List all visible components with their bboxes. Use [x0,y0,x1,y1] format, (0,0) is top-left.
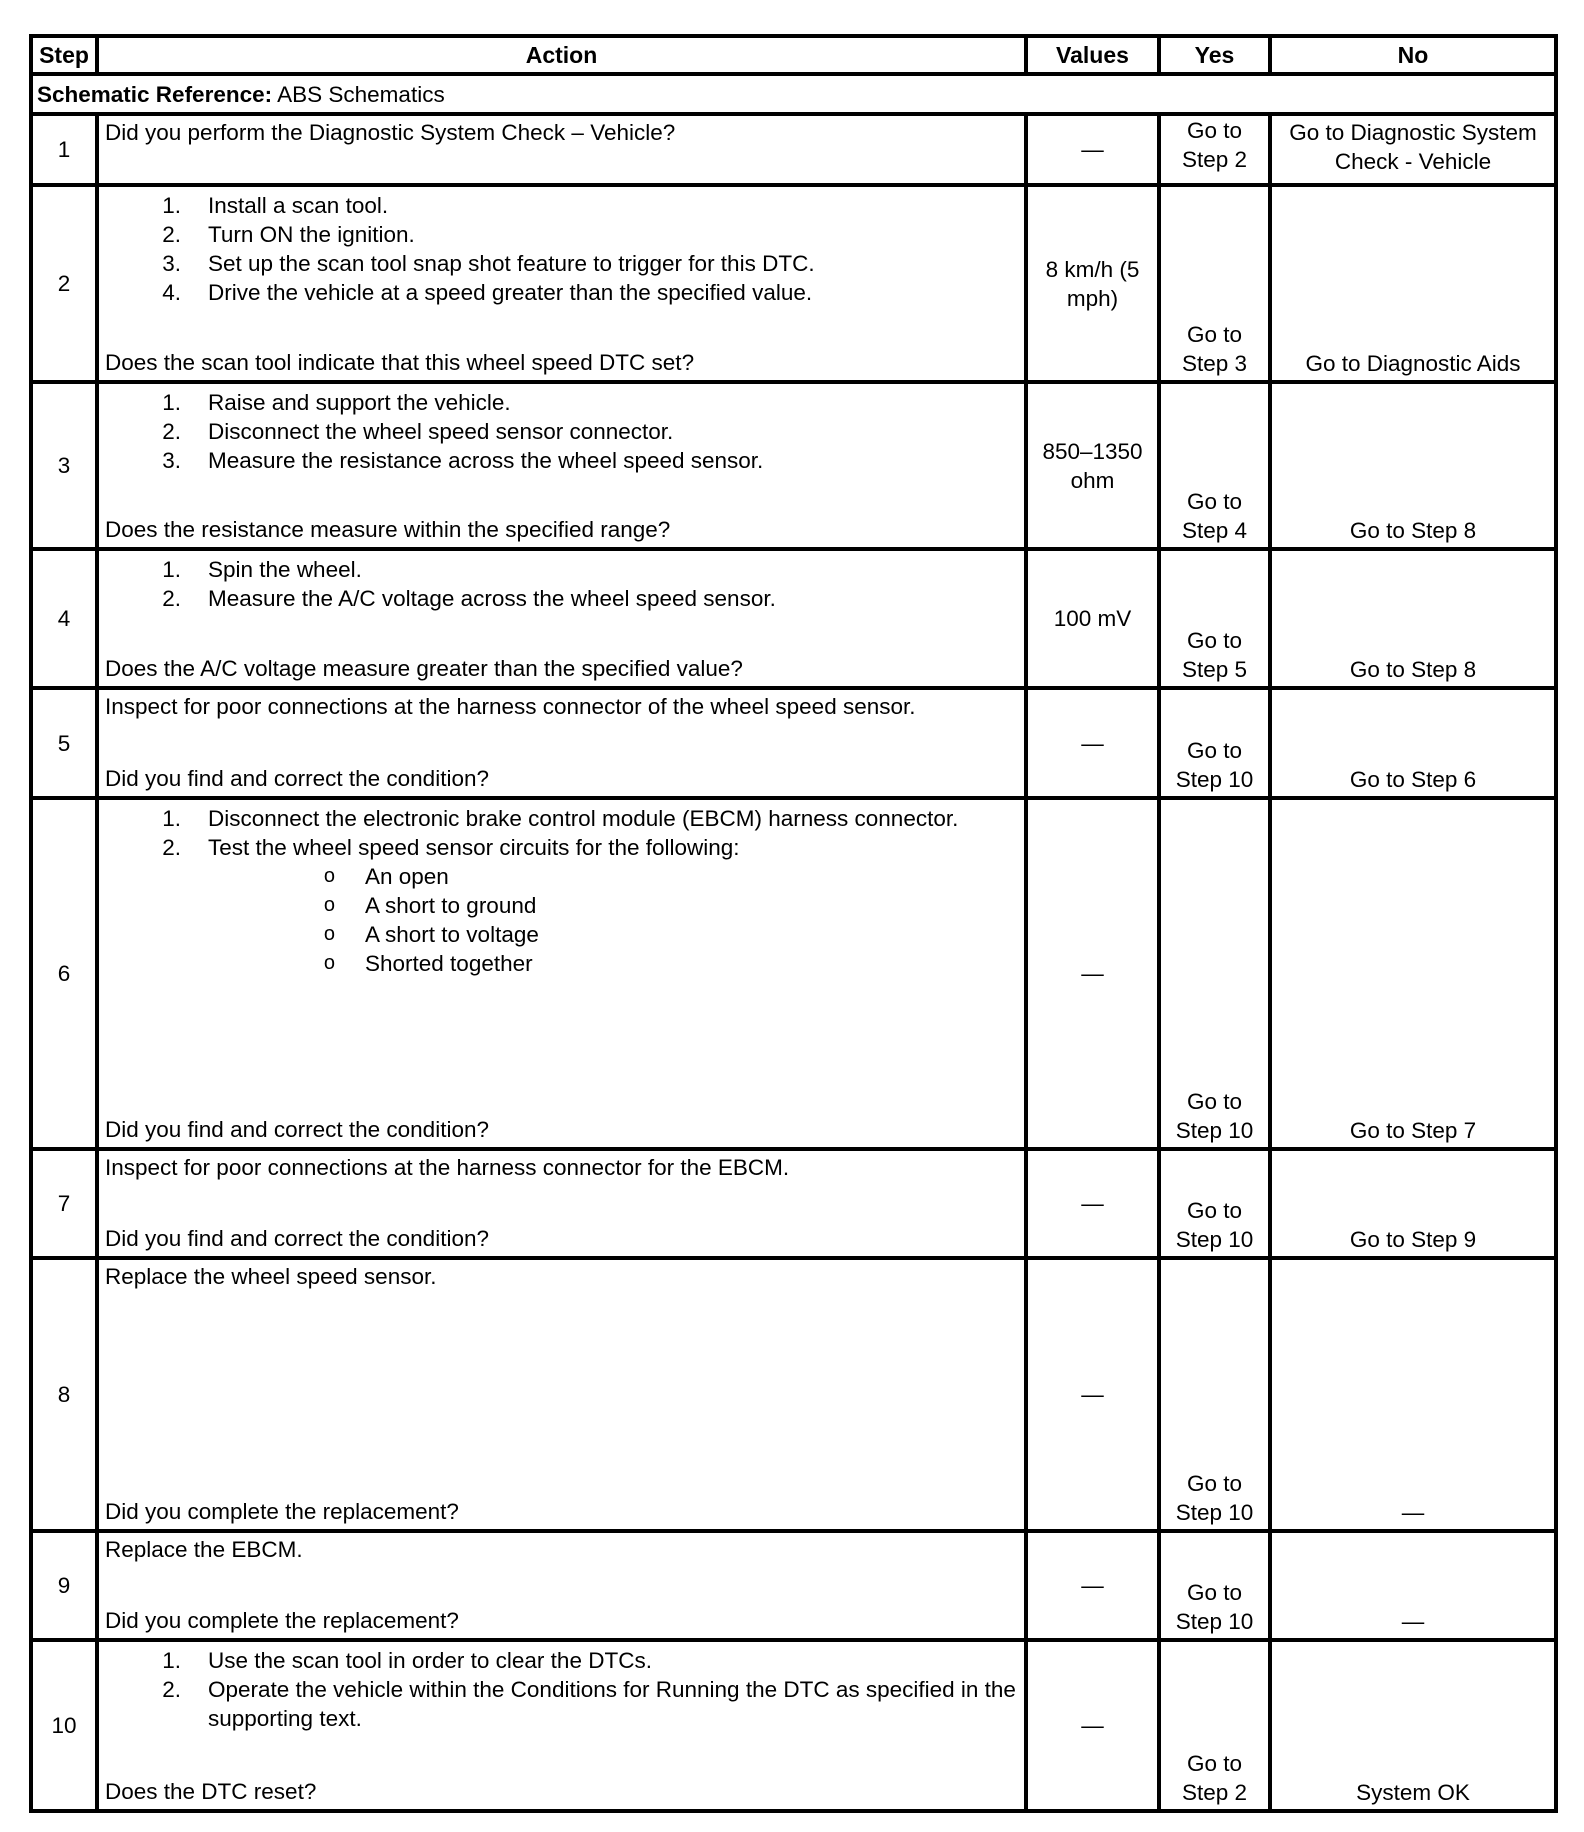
step-row [31,1531,1556,1640]
values-cell: 100 mV [1026,549,1159,688]
values-cell: — [1026,798,1159,1149]
step-row [31,114,1556,185]
sub-list-item [105,862,1020,891]
action-content [105,800,1020,1144]
sub-list-item [105,891,1020,920]
yes-link[interactable]: Go to Step 5 [1159,549,1270,688]
sub-list-text: An open [365,864,449,889]
step-number: 5 [31,688,97,798]
action-step [105,1646,1020,1675]
action-cell [97,114,1026,185]
action-step-number: 1. [162,806,181,831]
diagnostic-table [29,34,1558,1813]
action-content [105,1642,1020,1806]
step-number: 2 [31,185,97,382]
values-cell: 8 km/h (5 mph) [1026,185,1159,382]
action-content [105,1533,1020,1635]
action-step-number: 2. [162,835,181,860]
action-content [105,690,1020,793]
yes-link[interactable]: Go to Step 10 [1159,798,1270,1149]
step-number: 7 [31,1149,97,1258]
sub-list-text: Shorted together [365,951,533,976]
diagnostic-table-sheet [29,34,1554,1813]
step-row [31,688,1556,798]
action-steps-holder [105,1642,1020,1733]
yes-link[interactable]: Go to Step 10 [1159,1531,1270,1640]
schematic-reference-label: Schematic Reference: [37,81,273,107]
step-number: 10 [31,1640,97,1811]
action-step [105,191,1020,220]
action-step [105,446,1020,475]
circle-bullet-icon: o [323,923,335,945]
action-text: Inspect for poor connections at the harness connector for the EBCM. [105,1155,790,1180]
action-step-text: Measure the A/C voltage across the wheel speed sensor. [208,586,776,611]
action-cell [97,185,1026,382]
header-values: Values [1026,36,1159,74]
action-step-text: Install a scan tool. [208,193,389,218]
step-row [31,1258,1556,1531]
action-step-number: 1. [162,193,181,218]
values-cell: — [1026,114,1159,185]
no-link[interactable]: Go to Step 6 [1270,688,1556,798]
yes-link[interactable]: Go to Step 10 [1159,1149,1270,1258]
action-content [105,384,1020,544]
action-step [105,417,1020,446]
action-question: Does the scan tool indicate that this wheel speed DTC set? [105,350,695,375]
step-number: 4 [31,549,97,688]
values-cell: — [1026,688,1159,798]
action-step-text: Operate the vehicle within the Conditions for Running the DTC as specified in the supporting text. [208,1677,1016,1731]
header-no: No [1270,36,1556,74]
action-step-number: 2. [162,586,181,611]
sub-list-item [105,920,1020,949]
action-step [105,584,1020,613]
action-step [105,388,1020,417]
action-step-text: Disconnect the electronic brake control module (EBCM) harness connector. [208,806,959,831]
action-step-number: 2. [162,1677,181,1702]
step-row [31,798,1556,1149]
action-cell [97,1531,1026,1640]
no-link[interactable]: Go to Step 7 [1270,798,1556,1149]
step-number: 6 [31,798,97,1149]
action-step-text: Raise and support the vehicle. [208,390,511,415]
action-cell [97,549,1026,688]
header-row [31,36,1556,74]
action-question: Did you find and correct the condition? [105,1117,489,1142]
no-link[interactable]: Go to Step 8 [1270,549,1556,688]
step-number: 9 [31,1531,97,1640]
action-question: Does the resistance measure within the specified range? [105,517,671,542]
action-step-text: Turn ON the ignition. [208,222,415,247]
action-step [105,249,1020,278]
action-step-number: 3. [162,448,181,473]
values-cell: — [1026,1149,1159,1258]
action-step [105,1675,1020,1733]
no-link[interactable]: System OK [1270,1640,1556,1811]
step-row [31,1149,1556,1258]
action-steps [105,804,1020,862]
action-step [105,278,1020,307]
no-link[interactable]: Go to Diagnostic Aids [1270,185,1556,382]
values-cell: 850–1350 ohm [1026,382,1159,549]
action-step-number: 2. [162,419,181,444]
action-text: Did you perform the Diagnostic System Check – Vehicle? [105,120,676,145]
sub-list-text: A short to voltage [365,922,539,947]
step-number: 1 [31,114,97,185]
action-cell [97,382,1026,549]
action-step-text: Set up the scan tool snap shot feature to trigger for this DTC. [208,251,815,276]
yes-link[interactable]: Go to Step 10 [1159,1258,1270,1531]
action-steps [105,555,1020,613]
yes-link[interactable]: Go to Step 4 [1159,382,1270,549]
step-row [31,185,1556,382]
action-question: Did you find and correct the condition? [105,1226,489,1251]
action-steps-holder [105,800,1020,978]
schematic-reference-row [31,74,1556,114]
action-question: Does the DTC reset? [105,1779,317,1804]
action-step-text: Disconnect the wheel speed sensor connector. [208,419,674,444]
yes-link[interactable]: Go to Step 2 [1159,114,1270,185]
sub-list-text: A short to ground [365,893,537,918]
action-cell [97,688,1026,798]
action-step-number: 1. [162,390,181,415]
circle-bullet-icon: o [323,865,335,887]
action-step [105,833,1020,862]
action-steps-holder [105,384,1020,475]
action-step [105,220,1020,249]
header-step: Step [31,36,97,74]
sub-list-item [105,949,1020,978]
header-yes: Yes [1159,36,1270,74]
action-question: Did you complete the replacement? [105,1608,459,1633]
action-steps-holder [105,187,1020,307]
action-content [105,1151,1020,1253]
no-link: — [1270,1531,1556,1640]
action-step-number: 2. [162,222,181,247]
action-step-number: 4. [162,280,181,305]
action-step-text: Spin the wheel. [208,557,362,582]
action-step-number: 1. [162,1648,181,1673]
action-text: Replace the EBCM. [105,1537,303,1562]
action-content [105,1260,1020,1526]
circle-bullet-icon: o [323,894,335,916]
action-content [105,187,1020,377]
action-cell [97,1258,1026,1531]
action-question: Did you find and correct the condition? [105,766,489,791]
yes-link[interactable]: Go to Step 2 [1159,1640,1270,1811]
action-step [105,555,1020,584]
action-steps [105,1646,1020,1733]
action-content [105,551,1020,683]
values-cell: — [1026,1640,1159,1811]
action-steps-holder [105,551,1020,613]
action-steps [105,388,1020,475]
values-cell: — [1026,1258,1159,1531]
step-row [31,1640,1556,1811]
action-cell [97,1149,1026,1258]
step-number: 3 [31,382,97,549]
sub-list [105,862,1020,978]
header-action: Action [97,36,1026,74]
action-cell [97,798,1026,1149]
step-row [31,549,1556,688]
action-question: Did you complete the replacement? [105,1499,459,1524]
action-content [105,116,1020,180]
values-cell: — [1026,1531,1159,1640]
no-link[interactable]: Go to Diagnostic System Check - Vehicle [1270,114,1556,185]
action-cell [97,1640,1026,1811]
action-step-text: Test the wheel speed sensor circuits for the following: [208,835,740,860]
schematic-reference-link[interactable]: ABS Schematics [277,81,445,107]
yes-link[interactable]: Go to Step 10 [1159,688,1270,798]
no-link[interactable]: Go to Step 8 [1270,382,1556,549]
action-step [105,804,1020,833]
action-question: Does the A/C voltage measure greater than the specified value? [105,656,743,681]
step-row [31,382,1556,549]
schematic-reference-cell [31,74,1556,114]
action-steps [105,191,1020,307]
step-number: 8 [31,1258,97,1531]
action-step-text: Measure the resistance across the wheel speed sensor. [208,448,764,473]
yes-link[interactable]: Go to Step 3 [1159,185,1270,382]
action-step-number: 3. [162,251,181,276]
circle-bullet-icon: o [323,952,335,974]
action-step-text: Use the scan tool in order to clear the DTCs. [208,1648,652,1673]
action-text: Inspect for poor connections at the harness connector of the wheel speed sensor. [105,694,916,719]
action-step-text: Drive the vehicle at a speed greater than the specified value. [208,280,813,305]
no-link: — [1270,1258,1556,1531]
no-link[interactable]: Go to Step 9 [1270,1149,1556,1258]
action-text: Replace the wheel speed sensor. [105,1264,437,1289]
action-step-number: 1. [162,557,181,582]
